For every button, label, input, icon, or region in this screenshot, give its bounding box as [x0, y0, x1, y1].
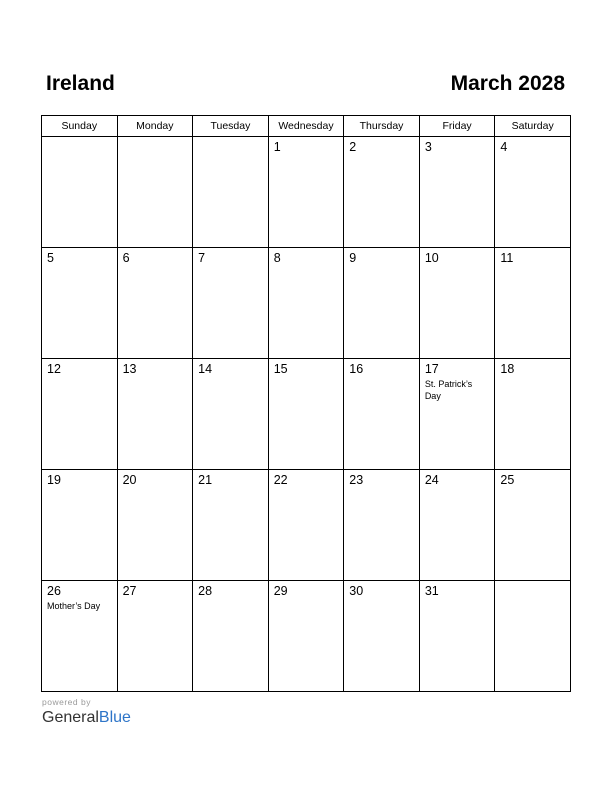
day-number: 22 [273, 473, 288, 487]
day-cell-content [495, 470, 570, 488]
day-cell-content [269, 248, 344, 266]
day-number: 16 [349, 362, 364, 376]
day-number: 25 [500, 473, 515, 487]
day-cell [42, 359, 118, 470]
day-cell [117, 470, 193, 581]
day-number: 10 [424, 251, 439, 265]
day-cell-content [344, 137, 419, 155]
day-cell [42, 137, 118, 248]
week-row [42, 248, 571, 359]
day-cell [344, 581, 420, 692]
day-cell-content [344, 470, 419, 488]
day-cell-content [42, 470, 117, 488]
brand-general-text: General [42, 709, 99, 726]
day-cell [495, 581, 571, 692]
day-cell [344, 248, 420, 359]
day-cell [268, 248, 344, 359]
day-cell-content [344, 359, 419, 377]
day-cell-content [269, 137, 344, 155]
day-cell-content [495, 359, 570, 377]
day-cell [344, 470, 420, 581]
holiday-label: Mother’s Day [47, 601, 101, 611]
weekday-header: Thursday [344, 116, 420, 137]
weekday-header: Sunday [42, 116, 118, 137]
week-row [42, 359, 571, 470]
day-cell [419, 470, 495, 581]
day-number: 29 [273, 584, 288, 598]
weekday-header: Tuesday [193, 116, 269, 137]
day-number: 3 [424, 140, 432, 154]
day-cell-content [344, 248, 419, 266]
week-row [42, 470, 571, 581]
country-title: Ireland [46, 72, 115, 95]
day-number: 17 [424, 362, 439, 376]
weekday-header: Wednesday [268, 116, 344, 137]
day-number: 8 [273, 251, 281, 265]
day-cell [419, 581, 495, 692]
day-cell-content [495, 137, 570, 155]
day-cell-content [118, 581, 193, 599]
day-cell-content [42, 581, 117, 612]
generalblue-logo [42, 708, 131, 728]
month-year-title: March 2028 [450, 72, 565, 95]
day-cell-content [118, 359, 193, 377]
day-cell-content [420, 137, 495, 155]
day-number: 18 [500, 362, 515, 376]
holiday-label: St. Patrick’s Day [424, 379, 473, 401]
day-cell-content [193, 137, 268, 140]
day-number: 9 [349, 251, 357, 265]
day-cell [193, 581, 269, 692]
day-cell [117, 359, 193, 470]
day-cell [193, 359, 269, 470]
day-cell-content [42, 137, 117, 140]
day-cell [268, 137, 344, 248]
day-cell [117, 137, 193, 248]
day-cell-content [344, 581, 419, 599]
day-number: 21 [198, 473, 213, 487]
day-number: 24 [424, 473, 439, 487]
day-cell-content [269, 470, 344, 488]
day-cell [495, 248, 571, 359]
day-cell-content [420, 581, 495, 599]
day-number: 23 [349, 473, 364, 487]
day-number: 14 [198, 362, 213, 376]
day-cell [193, 470, 269, 581]
day-cell-content [420, 248, 495, 266]
day-cell [42, 581, 118, 692]
day-number: 28 [198, 584, 213, 598]
day-number: 1 [273, 140, 281, 154]
day-cell-content [193, 248, 268, 266]
weekday-header: Saturday [495, 116, 571, 137]
day-cell-content [420, 470, 495, 488]
day-number: 12 [47, 362, 61, 376]
day-cell-content [269, 359, 344, 377]
day-number: 4 [500, 140, 508, 154]
calendar-body [42, 137, 571, 692]
day-cell-content [193, 581, 268, 599]
day-cell [419, 248, 495, 359]
day-cell [117, 581, 193, 692]
day-cell [42, 470, 118, 581]
day-cell [344, 359, 420, 470]
day-number: 19 [47, 473, 61, 487]
day-cell [344, 137, 420, 248]
day-cell [495, 137, 571, 248]
day-number: 30 [349, 584, 364, 598]
day-cell [268, 470, 344, 581]
weekday-header-row [42, 116, 571, 137]
powered-by-text: powered by [42, 697, 91, 707]
day-cell-content [193, 359, 268, 377]
day-number: 15 [273, 362, 288, 376]
day-number: 31 [424, 584, 439, 598]
day-cell [419, 137, 495, 248]
day-cell-content [42, 359, 117, 377]
day-number: 7 [198, 251, 206, 265]
weekday-header: Monday [117, 116, 193, 137]
day-cell [419, 359, 495, 470]
day-cell [193, 248, 269, 359]
day-number: 5 [47, 251, 54, 265]
weekday-header: Friday [419, 116, 495, 137]
calendar-grid [41, 115, 571, 692]
day-cell [42, 248, 118, 359]
brand-blue-text: Blue [98, 709, 131, 726]
day-cell-content [118, 248, 193, 266]
day-cell [268, 359, 344, 470]
day-cell-content [420, 359, 495, 402]
day-number: 27 [122, 584, 137, 598]
day-number: 6 [122, 251, 130, 265]
day-cell [117, 248, 193, 359]
day-number: 13 [122, 362, 137, 376]
day-cell-content [193, 470, 268, 488]
day-cell-content [269, 581, 344, 599]
day-cell [268, 581, 344, 692]
day-cell [495, 470, 571, 581]
day-number: 20 [122, 473, 137, 487]
day-cell-content [118, 470, 193, 488]
day-cell [193, 137, 269, 248]
day-number: 2 [349, 140, 357, 154]
day-cell [495, 359, 571, 470]
day-cell-content [495, 581, 570, 584]
footer-branding [42, 697, 131, 728]
week-row [42, 137, 571, 248]
day-cell-content [118, 137, 193, 140]
day-cell-content [495, 248, 570, 266]
day-cell-content [42, 248, 117, 266]
day-number: 11 [500, 251, 514, 265]
week-row [42, 581, 571, 692]
day-number: 26 [47, 584, 61, 598]
